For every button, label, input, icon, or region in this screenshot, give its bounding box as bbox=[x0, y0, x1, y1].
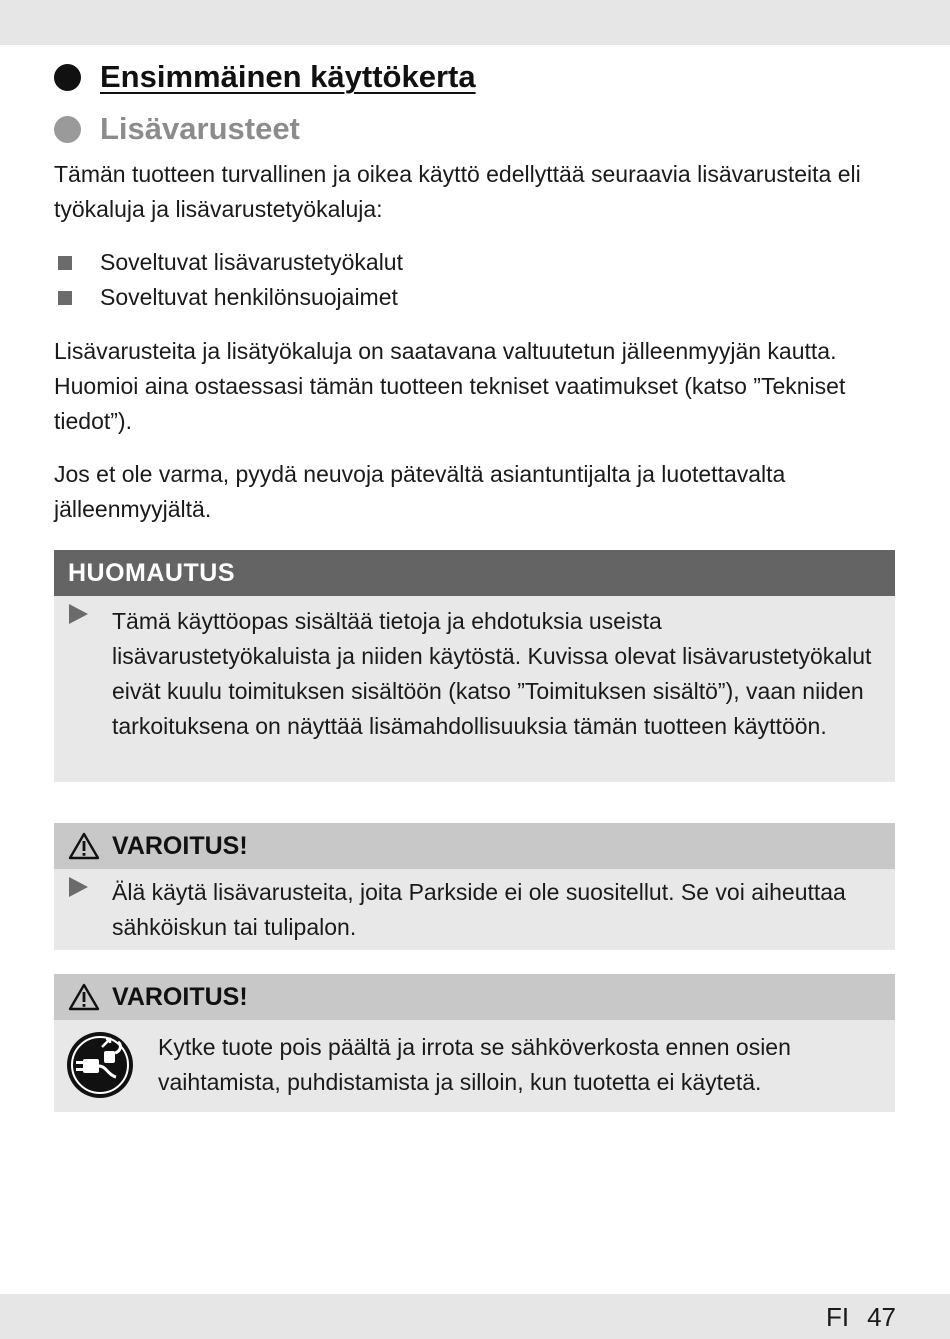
section-heading-text: Ensimmäinen käyttökerta bbox=[100, 59, 476, 94]
square-bullet-icon bbox=[58, 291, 72, 305]
accessory-list bbox=[54, 245, 904, 315]
warning-title: VAROITUS! bbox=[112, 982, 248, 1011]
notice-text: Tämä käyttöopas sisältää tietoja ja ehdotuksia useista lisävarustetyökaluista ja niiden käytöstä. Kuvissa olevat lisävarustetyökalut eivät kuulu toimituksen sisältöön (katso ”Toimituksen sisältö”), vaan niiden tarkoituksena on näyttää lisämahdollisuuksia tämän tuotteen käyttöön. bbox=[112, 608, 872, 739]
square-bullet-icon bbox=[58, 256, 72, 270]
section-heading bbox=[54, 56, 476, 98]
unplug-icon bbox=[66, 1031, 134, 1099]
footer-bar bbox=[0, 1294, 950, 1339]
warning-title: VAROITUS! bbox=[112, 831, 248, 860]
intro-paragraph: Tämän tuotteen turvallinen ja oikea käyttö edellyttää seuraavia lisävarusteita eli työkaluja ja lisävarustetyökaluja: bbox=[54, 161, 861, 222]
subsection-heading bbox=[54, 108, 300, 150]
warning-box bbox=[54, 974, 895, 1112]
warning-text: Älä käytä lisävarusteita, joita Parkside ei ole suositellut. Se voi aiheuttaa sähköiskun tai tulipalon. bbox=[112, 879, 846, 940]
page-number-area bbox=[826, 1302, 896, 1333]
header-bar bbox=[0, 0, 950, 45]
subsection-heading-text: Lisävarusteet bbox=[100, 111, 300, 146]
list-item: Soveltuvat lisävarustetyökalut bbox=[54, 245, 904, 280]
notice-title: HUOMAUTUS bbox=[54, 550, 895, 596]
triangle-bullet-icon bbox=[69, 877, 88, 897]
availability-paragraph: Lisävarusteita ja lisätyökaluja on saatavana valtuutetun jälleenmyyjän kautta. Huomioi aina ostaessasi tämän tuotteen tekniset vaatimukset (katso ”Tekniset tiedot”). bbox=[54, 338, 846, 434]
warning-box bbox=[54, 823, 895, 950]
advice-paragraph: Jos et ole varma, pyydä neuvoja pätevältä asiantuntijalta ja luotettavalta jälleenmyyjältä. bbox=[54, 461, 786, 522]
bullet-dot-icon bbox=[54, 116, 81, 143]
triangle-bullet-icon bbox=[69, 604, 88, 624]
page-number: 47 bbox=[867, 1302, 896, 1332]
language-code: FI bbox=[825, 1302, 850, 1332]
warning-header bbox=[54, 823, 895, 869]
warning-item bbox=[54, 1020, 895, 1112]
warning-header bbox=[54, 974, 895, 1020]
notice-item bbox=[54, 596, 895, 744]
warning-item bbox=[54, 869, 895, 945]
bullet-dot-icon bbox=[54, 64, 81, 91]
notice-box bbox=[54, 550, 895, 782]
warning-triangle-icon bbox=[68, 983, 100, 1011]
warning-text: Kytke tuote pois päältä ja irrota se sähköverkosta ennen osien vaihtamista, puhdistamista ja silloin, kun tuotetta ei käytetä. bbox=[158, 1034, 791, 1095]
list-item: Soveltuvat henkilönsuojaimet bbox=[54, 280, 904, 315]
warning-triangle-icon bbox=[68, 832, 100, 860]
